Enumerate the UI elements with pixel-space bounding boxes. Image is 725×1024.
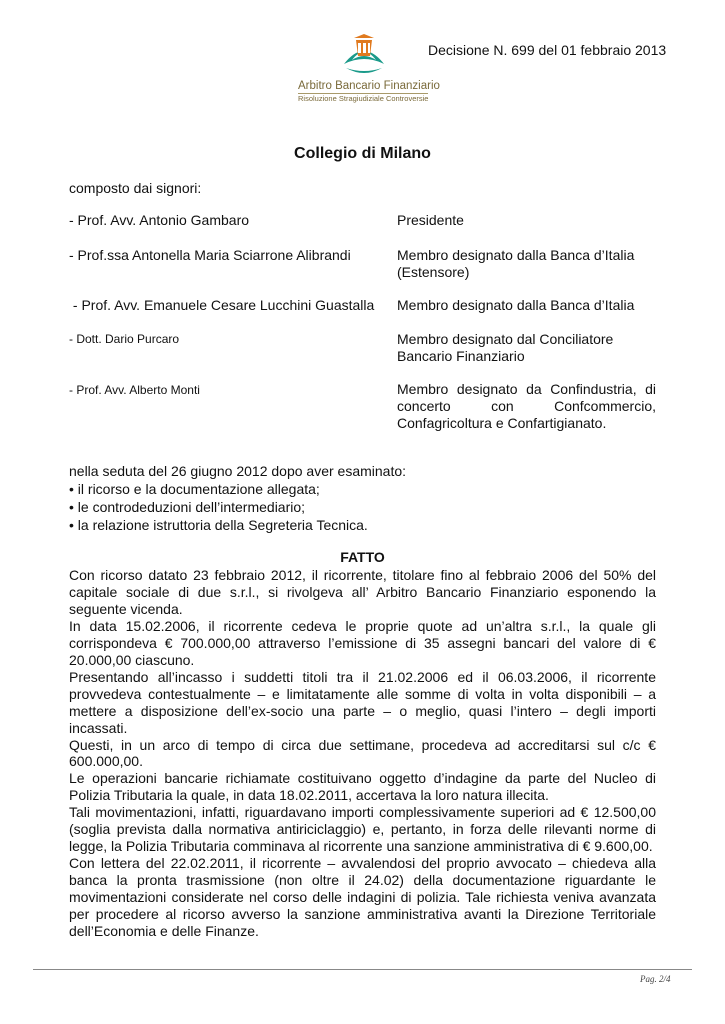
role-line: Membro designato dalla Banca d’Italia — [397, 297, 635, 313]
role-line: Confagricoltura e Confartigianato. — [397, 415, 607, 431]
paragraph: Questi, in un arco di tempo di circa due settimane, procedeva ad accreditarsi sul c/c € 600.000,00. — [69, 736, 656, 770]
paragraph: Presentando all’incasso i suddetti titoli tra il 21.02.2006 ed il 06.03.2006, il ricorrente provvedeva contestualmente – e limitatamente alle somme di volta in volta disponibili – a mettere a disposizione dell’ex-socio una parte – o meglio, quasi l’intero – degli importi incassati. — [69, 668, 656, 736]
list-item — [69, 481, 320, 498]
role-line: (Estensore) — [397, 264, 470, 280]
section-body — [69, 567, 656, 940]
list-item — [69, 499, 305, 516]
abf-logo — [296, 34, 440, 108]
list-item-text: le controdeduzioni dell’intermediario; — [77, 499, 306, 515]
member-name: - Dott. Dario Purcaro — [69, 332, 180, 346]
member-role — [397, 381, 656, 432]
list-item — [69, 517, 368, 534]
member-name: - Prof. Avv. Emanuele Cesare Lucchini Guastalla — [69, 297, 375, 313]
role-line: Presidente — [397, 212, 464, 228]
member-name: - Prof. Avv. Alberto Monti — [69, 383, 200, 397]
logo-subtitle: Risoluzione Stragiudiziale Controversie — [298, 94, 429, 103]
logo-name: Arbitro Bancario Finanziario — [298, 80, 440, 92]
page-title: Collegio di Milano — [294, 145, 431, 162]
role-line: Membro designato dal Conciliatore — [397, 331, 614, 347]
bullet-icon: • — [69, 517, 74, 533]
composed-by: composto dai signori: — [69, 180, 202, 196]
role-line: Membro designato dalla Banca d’Italia — [397, 247, 635, 263]
section-heading: FATTO — [340, 549, 385, 565]
paragraph: Con lettera del 22.02.2011, il ricorrente – avvalendosi del proprio avvocato – chiedeva alla banca la pronta trasmissione (non oltre il 24.02) della documentazione riguardante le movimentazioni considerate nel corso delle indagini di polizia. Tale richiesta veniva avanzata per procedere al ricorso avverso la sanzione amministrativa avanti la Direzione Territoriale dell’Economia e delle Finanze. — [69, 855, 656, 940]
member-name: - Prof. Avv. Antonio Gambaro — [69, 212, 250, 228]
footer-divider — [33, 969, 692, 970]
member-role — [397, 331, 656, 365]
paragraph: In data 15.02.2006, il ricorrente cedeva le proprie quote ad un’altra s.r.l., la quale gli corrispondeva € 700.000,00 attraverso l’emissione di 35 assegni bancari del valore di € 20.000,00 ciascuno. — [69, 617, 656, 668]
list-item-text: il ricorso e la documentazione allegata; — [77, 481, 320, 497]
paragraph: Con ricorso datato 23 febbraio 2012, il ricorrente, titolare fino al febbraio 2006 del 50% del capitale sociale di due s.r.l., si rivolgeva all’ Arbitro Bancario Finanziario esponendo la seguente vicenda. — [69, 567, 656, 617]
paragraph: Tali movimentazioni, infatti, riguardavano importi complessivamente superiori ad € 12.500,00 (soglia prevista dalla normativa antiriciclaggio) e, pertanto, in forza delle rilevanti norme di legge, la Polizia Tributaria comminava al ricorrente una sanzione amministrativa di € 9.600,00. — [69, 804, 656, 855]
role-line: Membro designato da Confindustria, di — [397, 381, 656, 397]
decision-number: Decisione N. 699 del 01 febbraio 2013 — [428, 42, 667, 58]
list-item-text: la relazione istruttoria della Segreteria Tecnica. — [77, 517, 368, 533]
role-line: Bancario Finanziario — [397, 348, 525, 364]
paragraph: Le operazioni bancarie richiamate costituivano oggetto d’indagine da parte del Nucleo di Polizia Tributaria la quale, in data 18.02.2011, accertava la loro natura illecita. — [69, 770, 656, 804]
page-number: Pag. 2/4 — [640, 974, 671, 984]
bullet-icon: • — [69, 481, 74, 497]
session-intro: nella seduta del 26 giugno 2012 dopo aver esaminato: — [69, 463, 407, 479]
member-role — [397, 212, 656, 229]
member-role — [397, 247, 656, 281]
bullet-icon: • — [69, 499, 74, 515]
member-name: - Prof.ssa Antonella Maria Sciarrone Alibrandi — [69, 247, 351, 263]
member-role — [397, 297, 656, 314]
role-line: concerto con Confcommercio, — [397, 398, 656, 414]
abf-logo-icon — [336, 34, 392, 78]
